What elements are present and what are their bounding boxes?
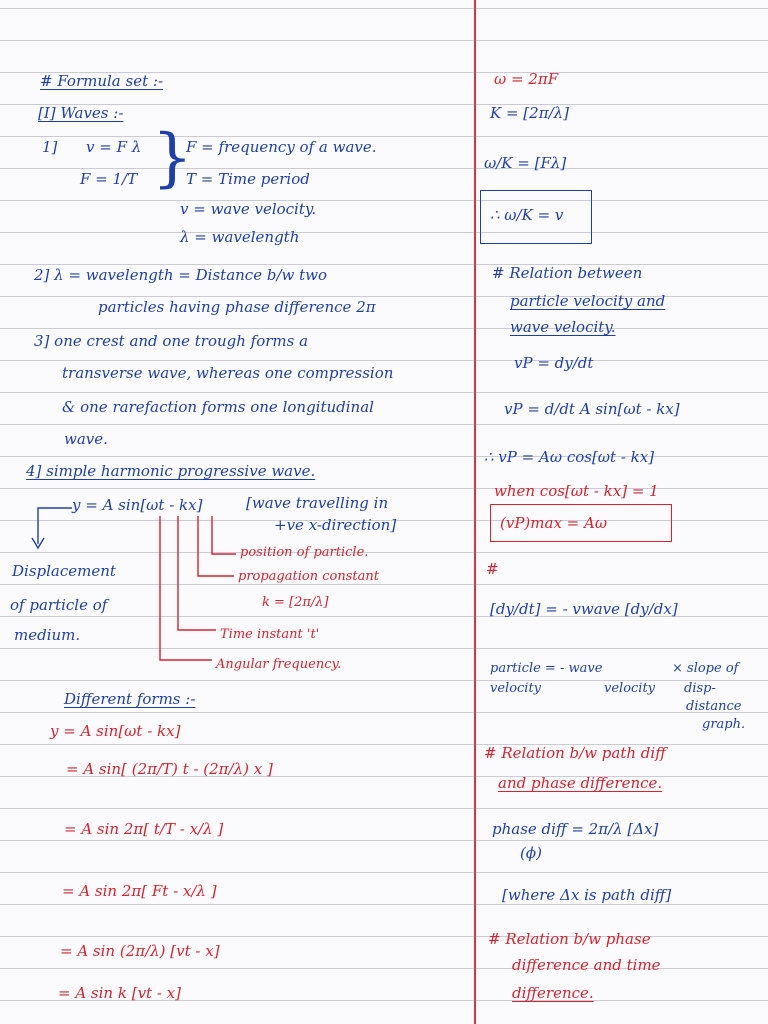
k-equation: K = [2π/λ]: [490, 104, 569, 122]
frequency-equation: F = 1/T: [80, 170, 138, 188]
item-1-number: 1]: [42, 138, 58, 156]
relation-3-line-2: difference and time: [512, 956, 661, 974]
slope-caption-f: distance: [686, 699, 742, 714]
phi-symbol: (ϕ): [520, 844, 542, 862]
relation-1-title: # Relation between: [492, 264, 643, 282]
section-waves-heading: [I] Waves :-: [38, 104, 124, 122]
form-line-2: = A sin[ (2π/T) t - (2π/λ) x ]: [66, 760, 273, 778]
item-3-line-4: wave.: [64, 430, 108, 448]
label-k-formula: k = [2π/λ]: [262, 595, 329, 610]
item-3-line-3: & one rarefaction forms one longitudinal: [62, 398, 374, 416]
displacement-label-2: of particle of: [10, 596, 108, 614]
relation-1-line-2: particle velocity and: [510, 292, 666, 310]
form-line-4: = A sin 2π[ Ft - x/λ ]: [62, 882, 217, 900]
direction-note-line-2: +ve x-direction]: [274, 516, 397, 534]
def-wavelength: λ = wavelength: [180, 228, 300, 246]
form-line-1: y = A sin[ωt - kx]: [50, 722, 181, 740]
arrow-time: [178, 516, 216, 630]
boxed-velocity: ∴ ω/K = v: [490, 206, 564, 224]
slope-equation: [dy/dt] = - vwave [dy/dx]: [490, 600, 678, 618]
form-line-3: = A sin 2π[ t/T - x/λ ]: [64, 820, 224, 838]
displacement-label-3: medium.: [14, 626, 81, 644]
slope-caption-g: graph.: [702, 717, 746, 732]
relation-3-line-3: difference.: [512, 984, 594, 1002]
wave-equation: v = F λ: [86, 138, 142, 156]
relation-1-line-3: wave velocity.: [510, 318, 616, 336]
arrow-position: [212, 516, 236, 554]
def-frequency: F = frequency of a wave.: [186, 138, 377, 156]
item-2-line-1: 2] λ = wavelength = Distance b/w two: [34, 266, 327, 284]
particle-velocity-eq-2: vP = d/dt A sin[ωt - kx]: [504, 400, 680, 418]
item-3-line-2: transverse wave, whereas one compression: [62, 364, 394, 382]
label-position: position of particle.: [240, 545, 369, 560]
phase-diff-equation: phase diff = 2π/λ [Δx]: [492, 820, 659, 838]
displacement-label-1: Displacement: [12, 562, 116, 580]
item-3-line-1: 3] one crest and one trough forms a: [34, 332, 309, 350]
slope-caption-b: velocity: [490, 681, 542, 696]
def-time-period: T = Time period: [186, 170, 310, 188]
omega-over-k: ω/K = [Fλ]: [484, 154, 567, 172]
shm-equation: y = A sin[ωt - kx]: [72, 496, 203, 514]
label-propagation: propagation constant: [238, 569, 379, 584]
item-4-title: 4] simple harmonic progressive wave.: [26, 462, 316, 480]
direction-note-line-1: [wave travelling in: [246, 494, 389, 512]
form-line-6: = A sin k [vt - x]: [58, 984, 181, 1002]
particle-velocity-eq-3: ∴ vP = Aω cos[ωt - kx]: [484, 448, 655, 466]
when-condition: when cos[ωt - kx] = 1: [494, 482, 659, 500]
relation-2-line-2: and phase difference.: [498, 774, 663, 792]
formula-set-heading: # Formula set :-: [40, 72, 164, 90]
relation-3-title: # Relation b/w phase: [488, 930, 651, 948]
relation-2-title: # Relation b/w path diff: [484, 744, 666, 762]
slope-caption-d: × slope of: [672, 661, 739, 676]
curly-brace: }: [152, 121, 193, 195]
form-line-5: = A sin (2π/λ) [vt - x]: [60, 942, 220, 960]
slope-caption-e: disp-: [684, 681, 716, 696]
arrow-angular: [160, 516, 212, 660]
item-2-line-2: particles having phase difference 2π: [98, 298, 376, 316]
arrow-propagation: [198, 516, 234, 576]
max-velocity: (vP)max = Aω: [500, 514, 608, 532]
label-time-instant: Time instant 't': [220, 627, 320, 642]
slope-caption-c: velocity: [604, 681, 656, 696]
path-diff-note: [where Δx is path diff]: [502, 886, 672, 904]
label-angular-frequency: Angular frequency.: [216, 657, 342, 672]
slope-caption-a: particle = - wave: [490, 661, 603, 676]
def-wave-velocity: v = wave velocity.: [180, 200, 317, 218]
hash-mark: #: [486, 560, 499, 578]
omega-equation: ω = 2πF: [494, 70, 559, 88]
particle-velocity-eq-1: vP = dy/dt: [514, 354, 594, 372]
different-forms-title: Different forms :-: [64, 690, 196, 708]
